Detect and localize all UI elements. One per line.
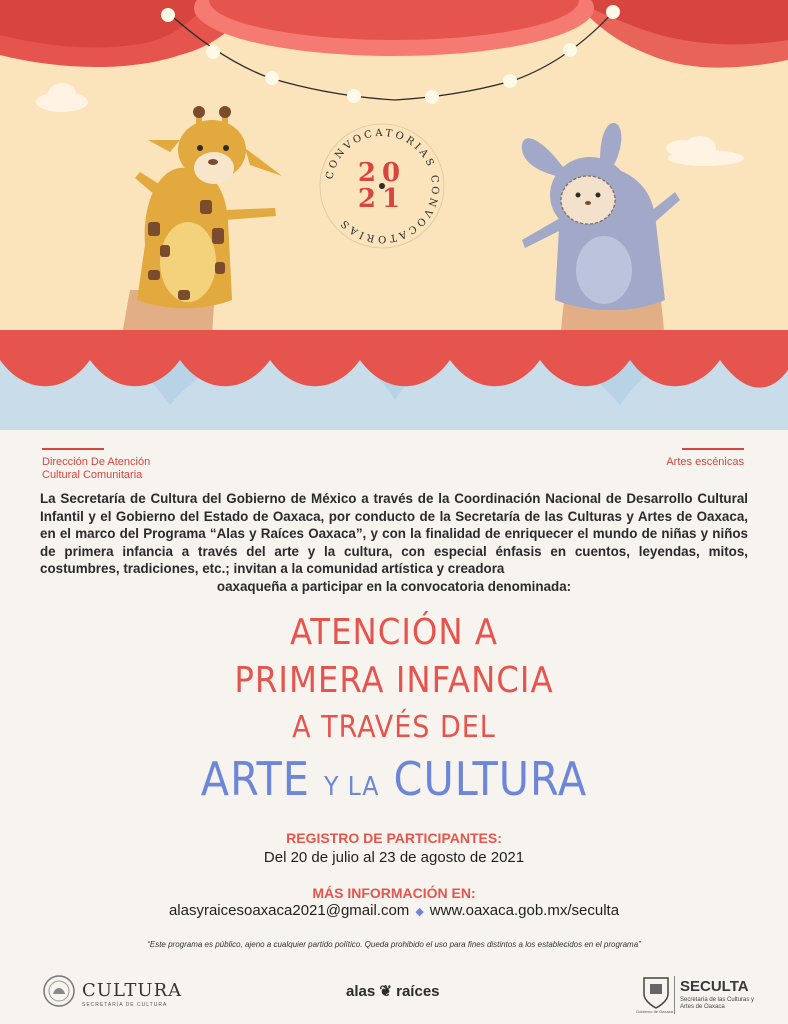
diamond-icon: ◆ [415,906,424,918]
seculta-sub: Secretaría de las Culturas y Artes de Oaxaca [680,997,755,1010]
puppet-stage-illustration [0,0,788,430]
bird-icon: ❦ [379,983,392,1000]
intro-paragraph [40,490,748,595]
category-text: Artes escénicas [666,456,744,468]
department-rule [42,448,104,450]
department-label [42,448,150,482]
gobierno-text: Gobierno de Oaxaca [636,1009,673,1014]
title-arte: ARTE [200,752,325,806]
more-info-links [0,902,788,919]
seculta-divider [674,976,675,1014]
alas-text: alas [346,983,376,1000]
department-line1: Dirección De Atención [42,456,151,468]
title-line-1: ATENCIÓN A [289,612,499,653]
registration-dates: Del 20 de julio al 23 de agosto de 2021 [263,849,525,866]
disclaimer: “Este programa es público, ajeno a cualquier partido político. Queda prohibido el uso para fines distintos a los establecidos en el programa” [147,940,641,949]
title-y-la: Y LA [324,772,380,802]
bottom-curtain [0,330,788,430]
badge-year-line1: 20 [357,158,407,188]
seculta-logo [636,972,756,1018]
category-label [666,448,744,469]
cultura-sub: SECRETARÍA DE CULTURA [82,1002,168,1008]
title-line-3: A TRAVÉS DEL [292,710,496,745]
alas-raices-logo [346,982,440,1000]
oaxaca-shield-icon [640,974,672,1010]
cultura-logo [42,974,183,1013]
website-link[interactable]: www.oaxaca.gob.mx/seculta [429,902,620,919]
title-cultura: CULTURA [379,752,588,806]
category-rule [682,448,744,450]
title-line-4 [0,752,788,806]
more-info-label: MÁS INFORMACIÓN EN: [312,885,476,901]
badge-ring-text: CONVOCATORIAS CONVOCATORIAS [324,127,441,245]
seculta-name: SECULTA [680,978,749,995]
cultura-name: CULTURA [82,980,183,1001]
badge-year-line2: 21 [357,184,407,214]
badge-year [322,160,442,212]
mexico-seal-icon [42,974,76,1008]
title-line-2: PRIMERA INFANCIA [234,660,554,701]
raices-text: raíces [396,983,440,1000]
department-line2: Cultural Comunitaria [42,469,143,481]
intro-body: La Secretaría de Cultura del Gobierno de México a través de la Coordinación Nacional de Desarrollo Cultural Infantil y el Gobierno del Estado de Oaxaca, por conducto de la Secretaría de las Culturas y Artes de Oaxaca, en el marco del Programa “Alas y Raíces Oaxaca”, y con la finalidad de enriquecer el mundo de niñas y niños de primera infancia a través del arte y la cultura, con especial énfasis en cuentos, leyendas, mitos, costumbres, tradiciones, etc.; invitan a la comunidad artística y creadora [40,491,748,576]
contact-email[interactable]: alasyraicesoaxaca2021@gmail.com [168,902,410,919]
registration-label: REGISTRO DE PARTICIPANTES: [286,830,502,846]
intro-last-line: oaxaqueña a participar en la convocatoria denominada: [216,578,572,594]
footer-logos [0,968,788,1024]
